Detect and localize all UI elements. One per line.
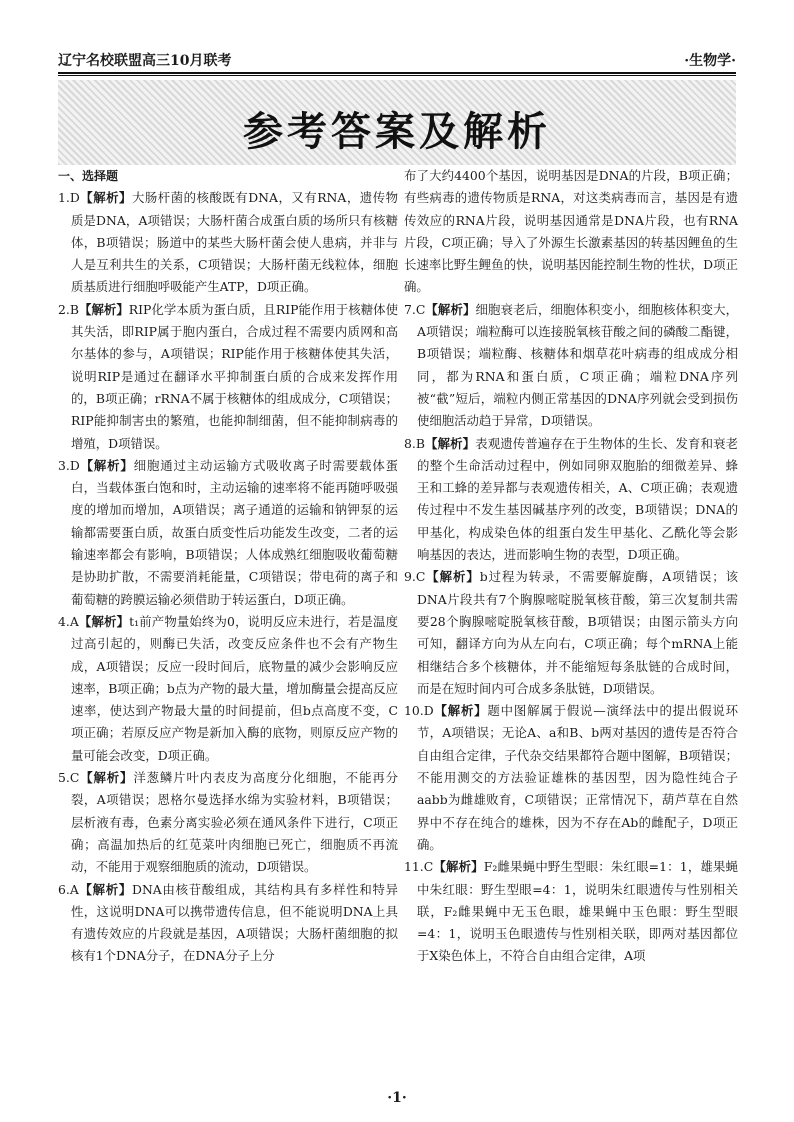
answer-text: RIP化学本质为蛋白质，且RIP能作用于核糖体使其失活，即RIP属于胞内蛋白，合成过程不需要内质网和高尔基体的参与，A项错误；RIP能作用于核糖体使其失活，说明RIP是通过在翻译水平抑制蛋白质的合成来发挥作用的，B项正确；rRNA不属于核糖体的组成成分，C项错误；RIP能抑制害虫的繁殖，也能抑制细菌，但不能抑制病毒的增殖，D项错误。 [71,301,398,451]
left-column [58,165,398,968]
analysis-tag: 【解析】 [79,770,134,786]
left-answer-list [58,187,398,967]
answer-text: 表观遗传普遍存在于生物体的生长、发育和衰老的整个生命活动过程中，例如同卵双胞胎的细微差异、蜂王和工蜂的差异都与表观遗传相关，A、C项正确；表观遗传过程中不发生基因碱基序列的改变，B项错误；DNA的甲基化，构成染色体的组蛋白发生甲基化、乙酰化等会影响基因的表达，进而影响生物的表型，D项正确。 [417,435,739,563]
header-rule [58,72,736,74]
answer-text: b过程为转录，不需要解旋酶，A项错误；该DNA片段共有7个胸腺嘧啶脱氧核苷酸，第三次复制共需要28个胸腺嘧啶脱氧核苷酸，B项错误；由图示箭头方向可知，翻译方向为从左向右，C项正确；每个mRNA上能相继结合多个核糖体，并不能缩短每条肽链的合成时间，而是在短时间内可合成多条肽链，D项错误。 [417,569,738,696]
analysis-tag: 【解析】 [424,435,476,451]
answer-number: 7.C [404,301,426,317]
answer-text: 大肠杆菌的核酸既有DNA，又有RNA，遗传物质是DNA，A项错误；大肠杆菌合成蛋白质的场所只有核糖体，B项错误；肠道中的某些大肠杆菌会使人患病，并非与人是互利共生的关系，C项错误；大肠杆菌无线粒体，细胞质基质进行细胞呼吸能产生ATP，D项正确。 [71,190,399,295]
answer-number: 3.D [58,457,80,473]
answer-item [58,187,398,298]
title-banner [58,80,736,165]
answer-text: 细胞衰老后，细胞体积变小，细胞核体积变大，A项错误；端粒酶可以连接脱氧核苷酸之间的磷酸二酯键，B项错误；端粒酶、核糖体和烟草花叶病毒的组成成分相同，都为RNA和蛋白质，C项正确；端粒DNA序列被“截”短后，端粒内侧正常基因的DNA序列就会受到损伤使细胞活动趋于异常，D项错误。 [417,301,739,429]
answer-item [404,856,738,967]
answer-item [404,433,738,567]
answer-text: F₂雌果蝇中野生型眼：朱红眼=1：1，雄果蝇中朱红眼：野生型眼=4：1，说明朱红眼遗传与性别相关联，F₂雌果蝇中无玉色眼，雄果蝇中玉色眼：野生型眼=4：1，说明玉色眼遗传与性别相关联，即两对基因都位于X染色体上，不符合自由组合定律，A项 [417,859,739,964]
header-title: 辽宁名校联盟高三10月联考 [58,53,232,69]
answer-item [404,566,738,700]
analysis-tag: 【解析】 [425,569,480,585]
section-title: 一、选择题 [58,169,119,183]
page-number: ·1· [387,1090,407,1106]
answer-text: 题中图解属于假说—演绎法中的提出假说环节，A项错误；无论A、a和B、b两对基因的遗传是否符合自由组合定律，子代杂交结果都符合题中图解，B项错误；不能用测交的方法验证雄株的基因型，因为隐性纯合子aabb为雌雄败育，C项错误；正常情况下，葫芦草在自然界中不存在纯合的雄株，因为不存在Ab的雌配子，D项正确。 [417,703,739,852]
analysis-tag: 【解析】 [433,703,488,719]
right-answer-list [404,165,738,968]
answer-text: 洋葱鳞片叶内表皮为高度分化细胞，不能再分裂，A项错误；恩格尔曼选择水绵为实验材料，B项错误；层析液有毒，色素分离实验必须在通风条件下进行，C项正确；高温加热后的红苋菜叶肉细胞已死亡，细胞质不再流动，不能用于观察细胞质的流动，D项错误。 [71,770,399,875]
answer-text: 布了大约4400个基因，说明基因是DNA的片段，B项正确；有些病毒的遗传物质是RNA，对这类病毒而言，基因是有遗传效应的RNA片段，说明基因通常是DNA片段，也有RNA片段，C项正确；导入了外源生长激素基因的转基因鲤鱼的生长速率比野生鲤鱼的快，说明基因能控制生物的性状，D项正确。 [404,168,738,295]
analysis-tag: 【解析】 [79,190,132,206]
answer-text: t₁前产物量始终为0，说明反应未进行，若是温度过高引起的，则酶已失活，改变反应条件也不会有产物生成，A项错误；反应一段时间后，底物量的减少会影响反应速率，B项正确；b点为产物的最大量，增加酶量会提高反应速率，使达到产物最大量的时间提前，但b点高度不变，C项正确；若原反应产物是新加入酶的底物，则原反应产物的量可能会改变，D项正确。 [71,613,398,763]
answer-number: 4.A [58,613,79,629]
analysis-tag: 【解析】 [79,457,134,473]
analysis-tag: 【解析】 [78,613,130,629]
right-column [404,165,738,968]
answer-item [58,879,398,968]
answer-item [404,165,738,299]
analysis-tag: 【解析】 [78,301,129,317]
answer-item [58,455,398,611]
answer-number: 8.B [404,435,425,451]
answer-number: 6.A [58,881,79,897]
answer-text: 细胞通过主动运输方式吸收离子时需要载体蛋白，当载体蛋白饱和时，主动运输的速率将不能再随呼吸强度的增加而增加，A项错误；离子通道的运输和钠钾泵的运输都需要蛋白质，故蛋白质变性后功能发生改变，二者的运输速率都会有影响，B项错误；人体成熟红细胞吸收葡萄糖是协助扩散，不需要消耗能量，C项错误；带电荷的离子和葡萄糖的跨膜运输必须借助于转运蛋白，D项正确。 [71,457,399,607]
header-rule-thin [58,75,736,76]
answer-text: DNA由核苷酸组成，其结构具有多样性和特异性，这说明DNA可以携带遗传信息，但不能说明DNA上具有遗传效应的片段就是基因，A项错误；大肠杆菌细胞的拟核有1个DNA分子，在DNA分子上分 [71,881,398,964]
answer-number: 9.C [404,569,426,585]
answer-item [58,299,398,455]
answer-number: 2.B [58,301,79,317]
answer-item [404,700,738,856]
analysis-tag: 【解析】 [425,301,476,317]
answer-item [404,299,738,433]
answer-number: 11.C [404,859,434,875]
answer-number: 5.C [58,770,80,786]
header-subject: ·生物学· [684,53,736,69]
analysis-tag: 【解析】 [433,859,484,875]
answer-item [58,611,398,767]
answer-number: 1.D [58,190,80,206]
page-header [58,48,736,70]
answer-number: 10.D [404,703,434,719]
analysis-tag: 【解析】 [78,881,133,897]
answer-item [58,767,398,878]
banner-title: 参考答案及解析 [243,109,551,155]
